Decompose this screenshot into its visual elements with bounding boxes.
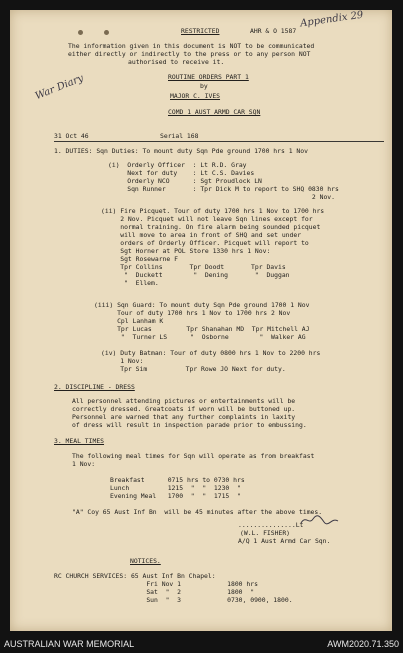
guard-line: " Turner LS " Osborne " Walker AG: [94, 333, 306, 341]
command-line: COMD 1 AUST ARMD CAR SQN: [168, 108, 261, 116]
discipline-heading: 2. DISCIPLINE - DRESS: [54, 383, 135, 391]
meal-times-heading: 3. MEAL TIMES: [54, 437, 105, 445]
picquet-line: (ii) Fire Picquet. Tour of duty 1700 hrs 1 Nov to 1700 hrs: [101, 207, 325, 215]
notice-line: Sun " 3 0730, 0900, 1800.: [54, 596, 293, 604]
duty-line: Next for duty : Lt C.S. Davies: [108, 169, 255, 177]
notice-line: RC CHURCH SERVICES: 65 Aust Inf Bn Chapel:: [54, 572, 216, 580]
guard-line: Tpr Lucas Tpr Shanahan MD Tpr Mitchell AJ: [94, 325, 310, 333]
punch-hole: [78, 30, 83, 35]
picquet-line: " Ellem.: [101, 279, 159, 287]
picquet-line: orders of Orderly Officer. Picquet will report to: [101, 239, 309, 247]
serial-number: Serial 168: [160, 132, 199, 140]
document-page: [10, 10, 392, 631]
archive-footer: [0, 636, 403, 653]
archive-name: AUSTRALIAN WAR MEMORIAL: [4, 639, 135, 649]
picquet-line: Tpr Collins Tpr Doodt Tpr Davis: [101, 263, 286, 271]
picquet-line: Sgt Rosewarne F: [101, 255, 178, 263]
notice-line: The information given in this document is NOT to be communicated: [68, 42, 315, 50]
duty-line: Sqn Runner : Tpr Dick M to report to SHQ 0830 hrs: [108, 185, 339, 193]
duty-line: (i) Orderly Officer : Lt R.D. Gray: [108, 161, 247, 169]
discipline-line: All personnel attending pictures or entertainments will be: [72, 397, 296, 405]
restricted-marking: RESTRICTED: [181, 27, 220, 35]
notice-line: authorised to receive it.: [128, 58, 225, 66]
by-line: by: [200, 82, 208, 90]
meal-intro: 1 Nov:: [72, 460, 96, 468]
notice-line: Fri Nov 1 1800 hrs: [54, 580, 258, 588]
duties-heading: 1. DUTIES: Sqn Duties: To mount duty Sqn Pde ground 1700 hrs 1 Nov: [54, 147, 308, 155]
picquet-line: 2 Nov. Picquet will not leave Sqn lines except for: [101, 215, 313, 223]
discipline-line: Personnel are warned that any further complaints in laxity: [72, 413, 296, 421]
meal-time-row: Lunch 1215 " " 1230 ": [110, 484, 241, 492]
meal-time-row: Evening Meal 1700 " " 1715 ": [110, 492, 241, 500]
reference-number: AHR & O 1587: [250, 27, 297, 35]
duty-line: Orderly NCO : Sgt Proudlock LN: [108, 177, 262, 185]
signatory-unit: A/Q 1 Aust Armd Car Sqn.: [238, 537, 331, 545]
meal-time-row: Breakfast 0715 hrs to 0730 hrs: [110, 476, 245, 484]
divider: [54, 141, 384, 142]
meal-note: "A" Coy 65 Aust Inf Bn will be 45 minutes after the above times.: [72, 508, 323, 516]
serial-date: 31 Oct 46: [54, 132, 89, 140]
batman-line: Tpr Sim Tpr Rowe JO Next for duty.: [101, 365, 286, 373]
war-diary-handwritten: War Diary: [33, 72, 86, 103]
discipline-line: correctly dressed. Greatcoats if worn will be buttoned up.: [72, 405, 296, 413]
routine-orders-title: ROUTINE ORDERS PART 1: [168, 73, 249, 81]
picquet-line: normal training. On fire alarm being sounded picquet: [101, 223, 321, 231]
guard-line: (iii) Sqn Guard: To mount duty Sqn Pde ground 1700 1 Nov: [94, 301, 310, 309]
major-name: MAJOR C. IVES: [170, 92, 221, 100]
notice-line: either directly or indirectly to the press or to any person NOT: [68, 50, 311, 58]
archive-reference: AWM2020.71.350: [327, 639, 399, 649]
notices-heading: NOTICES.: [130, 557, 161, 565]
signatory-name: (W.L. FISHER): [240, 529, 291, 537]
picquet-line: " Duckett " Dening " Duggan: [101, 271, 290, 279]
discipline-line: of dress will result in inspection parade prior to embussing.: [72, 421, 307, 429]
picquet-line: will move to area in front of SHQ and set under: [101, 231, 302, 239]
notice-line: Sat " 2 1800 ": [54, 588, 255, 596]
guard-line: Tour of duty 1700 hrs 1 Nov to 1700 hrs 2 Nov: [94, 309, 291, 317]
picquet-line: Sgt Horner at POL Store 1330 hrs 1 Nov:: [101, 247, 271, 255]
signature-dots: ...............Lt: [238, 521, 304, 529]
appendix-handwritten: Appendix 29: [299, 10, 364, 30]
guard-line: Cpl Lanham K: [94, 317, 164, 325]
meal-intro: The following meal times for Sqn will operate as from breakfast: [72, 452, 315, 460]
punch-hole: [104, 30, 109, 35]
duty-line: 2 Nov.: [108, 193, 336, 201]
batman-line: 1 Nov:: [101, 357, 144, 365]
handwritten-signature: [300, 513, 340, 530]
batman-line: (iv) Duty Batman: Tour of duty 0800 hrs 1 Nov to 2200 hrs: [101, 349, 321, 357]
